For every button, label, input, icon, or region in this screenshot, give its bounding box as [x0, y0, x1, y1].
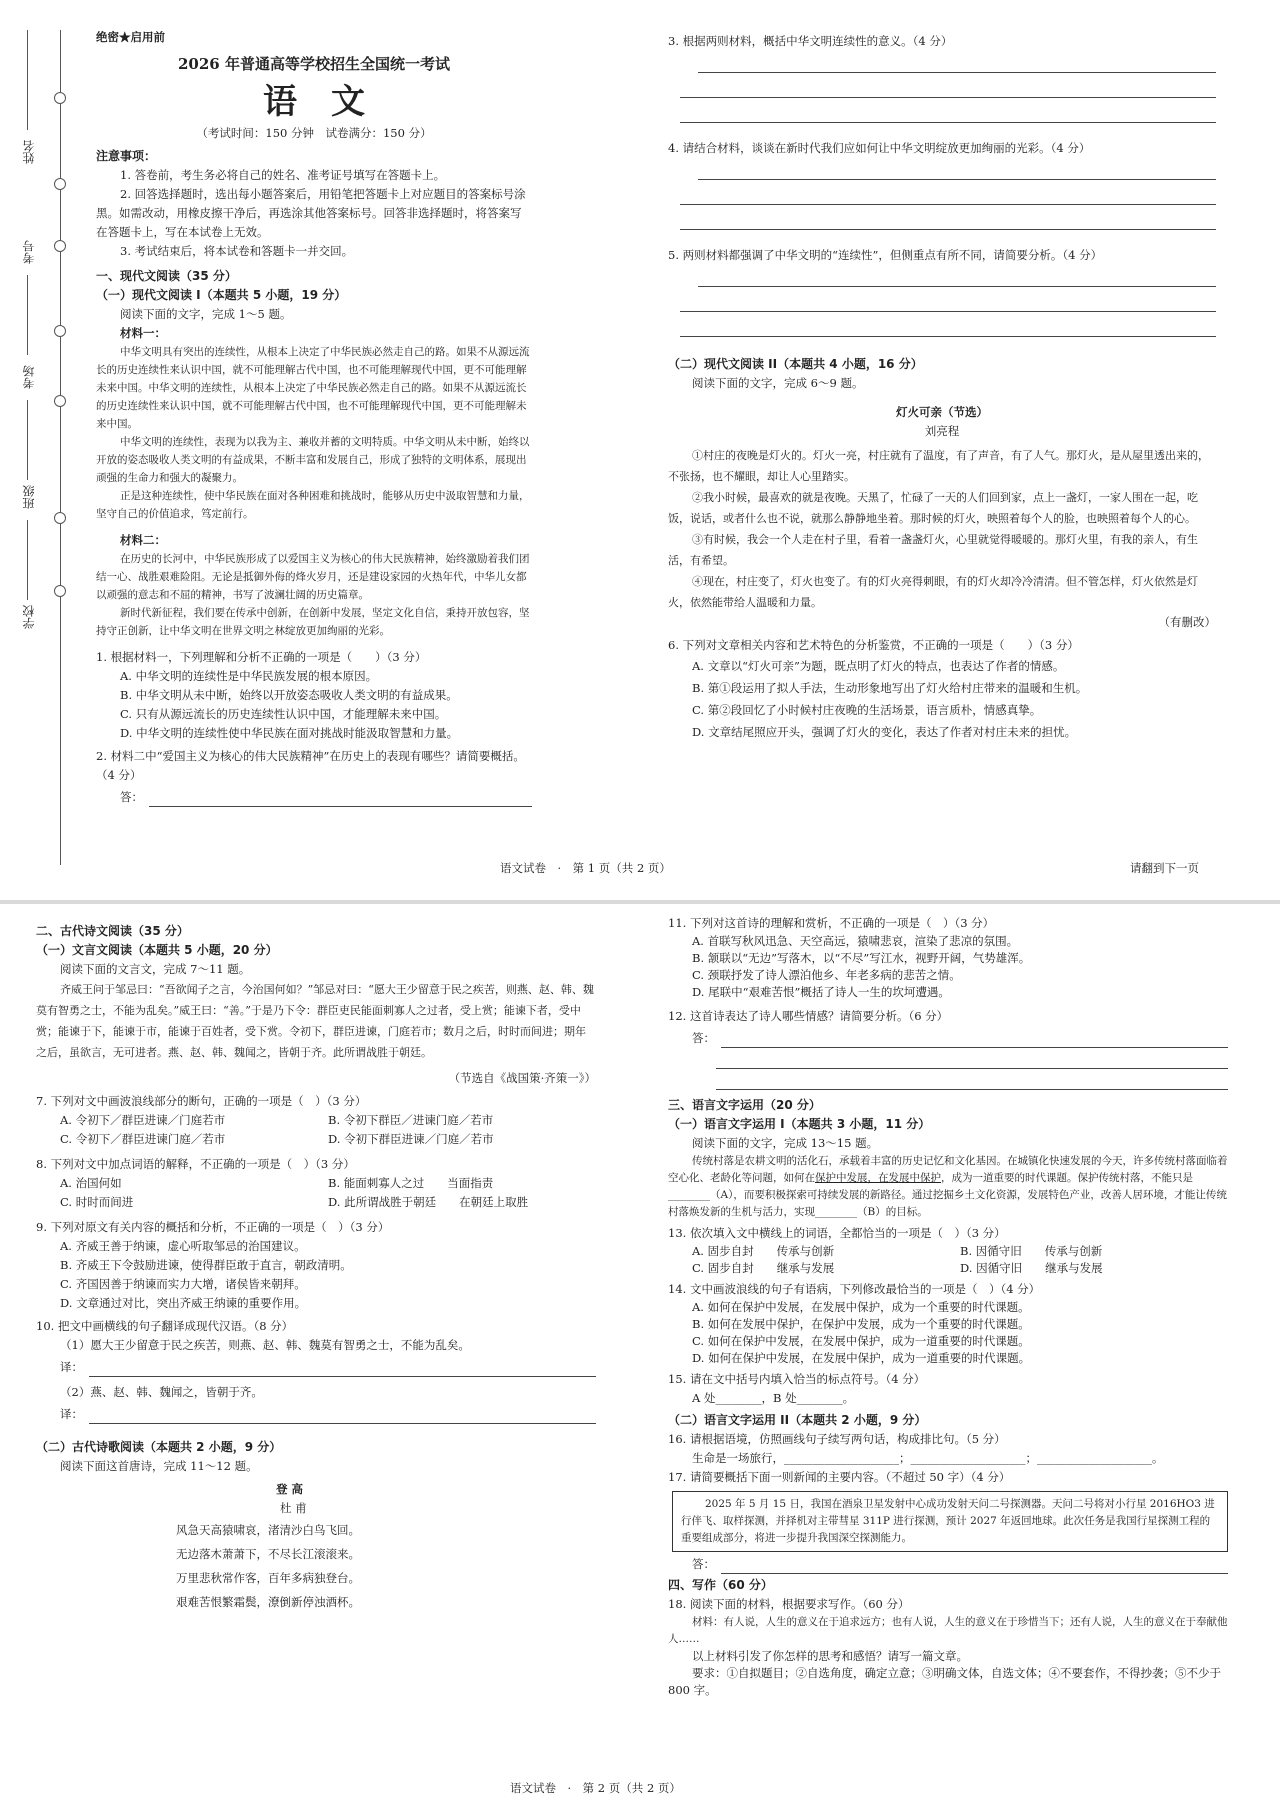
passage-wavy-sentence: 保护中发展，在发展中保护	[815, 1172, 941, 1184]
option-row	[668, 1260, 1228, 1277]
binding-name-line	[27, 30, 28, 130]
question-option: D. 中华文明的连续性使中华民族在面对挑战时能汲取智慧和力量。	[120, 726, 459, 740]
fill-blank[interactable]: 生命是一场旅行，____________________；____________________；____________________。	[692, 1451, 1164, 1465]
question-stem: 17. 请简要概括下面一则新闻的主要内容。（不超过 50 字）（4 分）	[668, 1470, 1011, 1484]
question-stem: 18. 阅读下面的材料，根据要求写作。（60 分）	[668, 1597, 910, 1611]
writing-material: 材料：有人说，人生的意义在于追求远方；也有人说，人生的意义在于珍惜当下；还有人说，人生的意义在于奉献他人……	[668, 1616, 1228, 1645]
passage-text: 传统村落是农耕文明的活化石，承载着丰富的历史记忆和文化基因。在城镇化快速发展的今天，许多传统村落面临着空心化、老龄化等问题，如何在	[668, 1155, 1228, 1184]
question-stem: 16. 请根据语境，仿照画线句子续写两句话，构成排比句。（5 分）	[668, 1432, 1006, 1446]
question-stem: 3. 根据两则材料，概括中华文明连续性的意义。（4 分）	[668, 34, 953, 48]
answer-line[interactable]	[668, 51, 1216, 73]
page2-left-column	[36, 922, 596, 1614]
question-stem: 7. 下列对文中画波浪线部分的断句，正确的一项是（ ）（3 分）	[36, 1094, 367, 1108]
subsection-heading: （一）文言文阅读（本题共 5 小题，20 分）	[36, 943, 278, 957]
option-row	[36, 1130, 596, 1149]
question-option: A. 治国何如	[60, 1176, 122, 1190]
notice-title: 注意事项：	[96, 149, 157, 163]
material-title: 材料一：	[120, 326, 166, 340]
subsection-heading: （一）语言文字运用 I（本题共 3 小题，11 分）	[668, 1117, 931, 1131]
binding-hole	[54, 585, 66, 597]
answer-line[interactable]	[668, 265, 1216, 287]
material-paragraph: 正是这种连续性，使中华民族在面对各种困难和挑战时，能够从历史中汲取智慧和力量，坚守自己的价值追求，笃定前行。	[96, 490, 530, 520]
question-option: A. 文章以“灯火可亲”为题，既点明了灯火的特点，也表达了作者的情感。	[692, 659, 1065, 673]
question-stem: 8. 下列对文中加点词语的解释，不正确的一项是（ ）（3 分）	[36, 1157, 355, 1171]
option-row	[668, 1243, 1228, 1260]
poem-author: 杜 甫	[280, 1501, 307, 1515]
question-option: A. 固步自封 传承与创新	[692, 1244, 835, 1258]
story-title: 灯火可亲（节选）	[896, 405, 988, 419]
answer-line[interactable]	[680, 98, 1216, 123]
question-option: B. 令初下群臣／进谏门庭／若市	[328, 1113, 494, 1127]
poem-line: 艰难苦恨繁霜鬓，潦倒新停浊酒杯。	[176, 1595, 360, 1609]
translation-item: （2）燕、赵、韩、魏闻之，皆朝于齐。	[60, 1385, 263, 1399]
question-option: D. 此所谓战胜于朝廷 在朝廷上取胜	[328, 1195, 529, 1209]
binding-room-line	[27, 400, 28, 480]
binding-margin	[0, 0, 76, 900]
subsection-heading: （二）古代诗歌阅读（本题共 2 小题，9 分）	[36, 1440, 282, 1454]
section-heading: 一、现代文阅读（35 分）	[96, 269, 237, 283]
question-stem: 1. 根据材料一，下列理解和分析不正确的一项是（ ）（3 分）	[96, 650, 427, 664]
question-stem: 15. 请在文中括号内填入恰当的标点符号。（4 分）	[668, 1372, 926, 1386]
passage-text: ，成为一道重要的时代课题。保护传统村落，不能只是________（A），而要积极探索可持续发展的新路径。通过挖掘乡土文化资源，发展特色产业，改善人居环境，才能让传统村落焕发新的生机与活力，实现________（B）的目标。	[668, 1172, 1227, 1218]
section-heading: 二、古代诗文阅读（35 分）	[36, 924, 189, 938]
writing-prompt: 以上材料引发了你怎样的思考和感悟？请写一篇文章。	[692, 1649, 968, 1663]
news-text: 2025 年 5 月 15 日，我国在酒泉卫星发射中心成功发射天问二号探测器。天问二号将对小行星 2016HO3 进行伴飞、取样探测，并择机对主带彗星 311P 进行探测，预计 2027 年返回地球。此次任务是我国行星探测工程的重要组成部分，将进一步提升我国深空探测能力。	[681, 1498, 1215, 1544]
material-paragraph: 中华文明的连续性，表现为以我为主、兼收并蓄的文明特质。中华文明从未中断，始终以开放的姿态吸收人类文明的有益成果，不断丰富和发展自己，形成了独特的文明体系，展现出顽强的生命力和强大的凝聚力。	[96, 436, 530, 484]
question-option: D. 尾联中“艰难苦恨”概括了诗人一生的坎坷遭遇。	[692, 985, 950, 999]
poem-title: 登 高	[276, 1482, 304, 1496]
story-paragraph: ②我小时候，最喜欢的就是夜晚。天黑了，忙碌了一天的人们回到家，点上一盏灯，一家人围在一起，吃饭，说话，或者什么也不说，就那么静静地坐着。那时候的灯火，映照着每个人的脸，也映照着每个人的心。	[668, 491, 1198, 525]
binding-hole	[54, 325, 66, 337]
answer-line[interactable]	[668, 158, 1216, 180]
answer-line[interactable]	[668, 1552, 1228, 1574]
question-option: B. 如何在发展中保护，在保护中发展，成为一个重要的时代课题。	[692, 1317, 1030, 1331]
question-option: C. 颈联抒发了诗人漂泊他乡、年老多病的悲苦之情。	[692, 968, 961, 982]
question-option: C. 只有从源远流长的历史连续性认识中国，才能理解未来中国。	[120, 707, 447, 721]
notice-item: 1. 答卷前，考生务必将自己的姓名、准考证号填写在答题卡上。	[120, 168, 446, 182]
question-option: B. 第①段运用了拟人手法，生动形象地写出了灯火给村庄带来的温暖和生机。	[692, 681, 1088, 695]
answer-line[interactable]	[716, 1048, 1228, 1069]
question-option: B. 能面刺寡人之过 当面指责	[328, 1176, 494, 1190]
translation-line[interactable]	[36, 1402, 596, 1424]
question-stem: 2. 材料二中“爱国主义为核心的伟大民族精神”在历史上的表现有哪些？请简要概括。（4 分）	[96, 749, 525, 782]
poem-line: 万里悲秋常作客，百年多病独登台。	[176, 1571, 360, 1585]
time-info: （考试时间：150 分钟 试卷满分：150 分）	[196, 126, 432, 140]
question-option: D. 如何在保护中发展，在发展中保护，成为一道重要的时代课题。	[692, 1351, 1031, 1365]
question-stem: 13. 依次填入文中横线上的词语，全都恰当的一项是（ ）（3 分）	[668, 1226, 1006, 1240]
question-option: D. 令初下群臣进谏／门庭／若市	[328, 1132, 494, 1146]
option-row	[36, 1111, 596, 1130]
question-option: B. 颔联以“无边”写落木，以“不尽”写江水，视野开阔，气势雄浑。	[692, 951, 1031, 965]
story-author: 刘亮程	[924, 424, 960, 438]
poem-line: 无边落木萧萧下，不尽长江滚滚来。	[176, 1547, 360, 1561]
binding-name-label: 姓名	[22, 140, 36, 164]
page-footer: 语文试卷 · 第 1 页（共 2 页）	[500, 861, 671, 875]
answer-line[interactable]	[680, 205, 1216, 230]
translation-label: 译：	[60, 1360, 83, 1374]
question-stem: 12. 这首诗表达了诗人哪些情感？请简要分析。（6 分）	[668, 1009, 949, 1023]
notice-item: 3. 考试结束后，将本试卷和答题卡一并交回。	[120, 244, 354, 258]
material-paragraph: 新时代新征程，我们要在传承中创新，在创新中发展，坚定文化自信，秉持开放包容，坚持守正创新，让中华文明在世界文明之林绽放更加绚丽的光彩。	[96, 607, 530, 637]
answer-line[interactable]	[668, 1026, 1228, 1048]
page1-right-column	[668, 32, 1216, 743]
translation-line[interactable]	[36, 1355, 596, 1377]
binding-ticket-label: 考号	[22, 240, 36, 264]
page2-right-column	[668, 914, 1228, 1699]
binding-school-label: 学校	[22, 605, 36, 629]
question-stem: 11. 下列对这首诗的理解和赏析，不正确的一项是（ ）（3 分）	[668, 916, 995, 930]
reading-intro: 阅读下面的文字，完成 6～9 题。	[692, 376, 864, 390]
page1-left-column	[96, 28, 532, 807]
binding-hole	[54, 240, 66, 252]
answer-label: 答：	[120, 790, 143, 804]
next-page-hint: 请翻到下一页	[1130, 861, 1199, 875]
binding-hole	[54, 92, 66, 104]
classical-text: 齐威王问于邹忌曰：“吾欲闻子之言，今治国何如？”邹忌对曰：“愿大王少留意于民之疾苦，则燕、赵、韩、魏莫有智勇之士，不能为乱矣。”威王曰：“善。”于是乃下令：群臣吏民能面刺寡人之过者，受上赏；能谏下者，受中赏；能谏于下，能谏于市，能谏于百姓者，受下赏。令初下，群臣进谏，门庭若市；数月之后，时时而间进；期年之后，虽欲言，无可进者。燕、赵、韩、魏闻之，皆朝于齐。此所谓战胜于朝廷。	[36, 983, 594, 1059]
page-footer: 语文试卷 · 第 2 页（共 2 页）	[510, 1781, 681, 1795]
option-row	[36, 1193, 596, 1212]
story-paragraph: ①村庄的夜晚是灯火的。灯火一亮，村庄就有了温度，有了声音，有了人气。那灯火，是从屋里透出来的，不张扬，也不耀眼，却让人心里踏实。	[668, 449, 1209, 483]
text-source: （节选自《战国策·齐策一》）	[448, 1071, 596, 1085]
answer-line[interactable]	[680, 312, 1216, 337]
question-option: D. 文章通过对比，突出齐威王纳谏的重要作用。	[60, 1296, 307, 1310]
question-option: B. 中华文明从未中断，始终以开放姿态吸收人类文明的有益成果。	[120, 688, 458, 702]
question-option: D. 文章结尾照应开头，强调了灯火的变化，表达了作者对村庄未来的担忧。	[692, 725, 1077, 739]
answer-line[interactable]	[680, 73, 1216, 98]
notice-item: 2. 回答选择题时，选出每小题答案后，用铅笔把答题卡上对应题目的答案标号涂黑。如需改动，用橡皮擦干净后，再选涂其他答案标号。回答非选择题时，将答案写在答题卡上，写在本试卷上无效。	[96, 187, 526, 239]
material-title: 材料二：	[120, 533, 166, 547]
question-stem: 9. 下列对原文有关内容的概括和分析，不正确的一项是（ ）（3 分）	[36, 1220, 390, 1234]
material-paragraph: 在历史的长河中，中华民族形成了以爱国主义为核心的伟大民族精神，始终激励着我们团结一心、战胜艰难险阻。无论是抵御外侮的烽火岁月，还是建设家园的火热年代，中华儿女都以顽强的意志和不屈的精神，书写了波澜壮阔的历史篇章。	[96, 553, 530, 601]
section-heading: 四、写作（60 分）	[668, 1578, 773, 1592]
reading-intro: 阅读下面的文字，完成 13～15 题。	[692, 1136, 879, 1150]
answer-line[interactable]	[716, 1069, 1228, 1090]
section-heading: 三、语言文字运用（20 分）	[668, 1098, 821, 1112]
translation-label: 译：	[60, 1407, 83, 1421]
reading-intro: 阅读下面的文言文，完成 7～11 题。	[60, 962, 251, 976]
binding-line	[60, 30, 61, 865]
reading-intro: 阅读下面的文字，完成 1～5 题。	[120, 307, 292, 321]
answer-label: 答：	[692, 1031, 715, 1045]
news-box	[672, 1491, 1228, 1552]
writing-requirements: 要求：①自拟题目；②自选角度，确定立意；③明确文体，自选文体；④不要套作，不得抄袭；⑤不少于 800 字。	[668, 1666, 1221, 1697]
exam-page-1	[0, 0, 1280, 900]
question-option: A. 令初下／群臣进谏／门庭若市	[60, 1113, 226, 1127]
story-paragraph: ④现在，村庄变了，灯火也变了。有的灯火亮得刺眼，有的灯火却冷冷清清。但不管怎样，灯火依然是灯火，依然能带给人温暖和力量。	[668, 575, 1198, 609]
language-passage	[668, 1153, 1228, 1221]
question-stem: 5. 两则材料都强调了中华文明的“连续性”，但侧重点有所不同，请简要分析。（4 分）	[668, 248, 1103, 262]
question-option: C. 如何在保护中发展，在发展中保护，成为一道重要的时代课题。	[692, 1334, 1030, 1348]
reading-intro: 阅读下面这首唐诗，完成 11～12 题。	[60, 1459, 258, 1473]
question-option: A. 中华文明的连续性是中华民族发展的根本原因。	[120, 669, 378, 683]
exam-page-2	[0, 904, 1280, 1808]
subject-title: 语 文	[263, 82, 365, 122]
answer-line[interactable]	[680, 287, 1216, 312]
question-option: A. 如何在保护中发展，在发展中保护，成为一个重要的时代课题。	[692, 1300, 1030, 1314]
question-stem: 6. 下列对文章相关内容和艺术特色的分析鉴赏，不正确的一项是（ ）（3 分）	[668, 638, 1079, 652]
binding-hole	[54, 512, 66, 524]
material-paragraph: 中华文明具有突出的连续性，从根本上决定了中华民族必然走自己的路。如果不从源远流长的历史连续性来认识中国，就不可能理解古代中国，也不可能理解现代中国，更不可能理解未来中国。中华文明的连续性，从根本上决定了中华民族必然走自己的路。如果不从源远流长的历史连续性来认识中国，就不可能理解古代中国，也不可能理解现代中国，更不可能理解未来中国。	[96, 346, 530, 430]
exam-title: 2026 年普通高等学校招生全国统一考试	[178, 55, 450, 73]
binding-class-label: 班级	[22, 485, 36, 509]
fill-blank[interactable]: A 处________，B 处________。	[692, 1391, 855, 1405]
question-option: A. 首联写秋风迅急、天空高远，猿啸悲哀，渲染了悲凉的氛围。	[692, 934, 1019, 948]
question-stem: 10. 把文中画横线的句子翻译成现代汉语。（8 分）	[36, 1319, 294, 1333]
answer-line[interactable]	[96, 785, 532, 807]
story-note: （有删改）	[1158, 615, 1216, 629]
question-option: A. 齐威王善于纳谏，虚心听取邹忌的治国建议。	[60, 1239, 306, 1253]
question-stem: 14. 文中画波浪线的句子有语病，下列修改最恰当的一项是（ ）（4 分）	[668, 1282, 1041, 1296]
question-option: C. 第②段回忆了小时候村庄夜晚的生活场景，语言质朴，情感真挚。	[692, 703, 1042, 717]
story-paragraph: ③有时候，我会一个人走在村子里，看着一盏盏灯火，心里就觉得暖暖的。那灯火里，有我的亲人，有生活，有希望。	[668, 533, 1198, 567]
binding-ticket-line	[27, 275, 28, 355]
answer-line[interactable]	[680, 180, 1216, 205]
answer-label: 答：	[692, 1557, 715, 1571]
poem-line: 风急天高猿啸哀，渚清沙白鸟飞回。	[176, 1523, 360, 1537]
question-option: C. 令初下／群臣进谏门庭／若市	[60, 1132, 226, 1146]
subsection-heading: （二）现代文阅读 II（本题共 4 小题，16 分）	[668, 357, 923, 371]
question-stem: 4. 请结合材料，谈谈在新时代我们应如何让中华文明绽放更加绚丽的光彩。（4 分）	[668, 141, 1091, 155]
secret-mark: 绝密★启用前	[96, 30, 165, 44]
question-option: B. 因循守旧 传承与创新	[960, 1244, 1103, 1258]
option-row	[36, 1174, 596, 1193]
binding-hole	[54, 395, 66, 407]
binding-class-line	[27, 520, 28, 600]
question-option: B. 齐威王下令鼓励进谏，使得群臣敢于直言，朝政清明。	[60, 1258, 352, 1272]
subsection-heading: （一）现代文阅读 I（本题共 5 小题，19 分）	[96, 288, 347, 302]
question-option: D. 因循守旧 继承与发展	[960, 1261, 1103, 1275]
subsection-heading: （二）语言文字运用 II（本题共 2 小题，9 分）	[668, 1413, 927, 1427]
question-option: C. 时时而间进	[60, 1195, 134, 1209]
translation-item: （1）愿大王少留意于民之疾苦，则燕、赵、韩、魏莫有智勇之士，不能为乱矣。	[60, 1338, 470, 1352]
question-option: C. 齐国因善于纳谏而实力大增，诸侯皆来朝拜。	[60, 1277, 306, 1291]
question-option: C. 固步自封 继承与发展	[692, 1261, 835, 1275]
binding-room-label: 考场	[22, 365, 36, 389]
binding-hole	[54, 178, 66, 190]
